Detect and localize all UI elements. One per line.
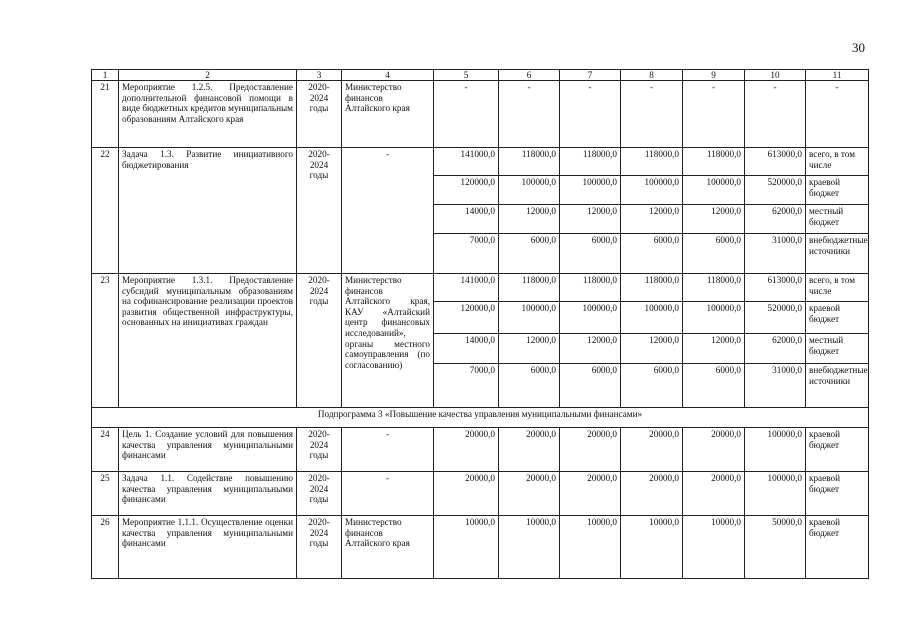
row-number: 21 [92, 81, 119, 148]
value-cell: 100000,0 [745, 472, 806, 516]
value-cell: 10000,0 [434, 516, 499, 579]
value-cell: 100000,0 [621, 176, 683, 205]
row-number: 23 [92, 274, 119, 408]
value-cell: 31000,0 [745, 364, 806, 408]
column-header: 7 [560, 70, 621, 81]
value-cell: - [621, 81, 683, 148]
value-cell: 100000,0 [745, 428, 806, 472]
value-cell: 118000,0 [560, 148, 621, 176]
row-period: 2020-2024 годы [297, 81, 342, 148]
column-header: 2 [119, 70, 297, 81]
table-row [92, 274, 869, 302]
value-cell: 7000,0 [434, 364, 499, 408]
value-cell: 50000,0 [745, 516, 806, 579]
value-cell: 6000,0 [560, 234, 621, 274]
source-cell: внебюджетные источники [806, 364, 869, 408]
value-cell: 118000,0 [683, 148, 745, 176]
column-header: 3 [297, 70, 342, 81]
table-row [92, 472, 869, 516]
row-name: Мероприятие 1.2.5. Предоставление дополнительной финансовой помощи в виде бюджетных кредитов муниципальным образованиям Алтайского края [119, 81, 297, 148]
value-cell: 6000,0 [560, 364, 621, 408]
value-cell: - [499, 81, 560, 148]
row-responsible: - [342, 472, 434, 516]
value-cell: 118000,0 [683, 274, 745, 302]
row-number: 24 [92, 428, 119, 472]
subprogram-row [92, 408, 869, 428]
value-cell: 118000,0 [499, 148, 560, 176]
value-cell: 613000,0 [745, 148, 806, 176]
value-cell: 62000,0 [745, 205, 806, 234]
row-name: Задача 1.3. Развитие инициативного бюджетирования [119, 148, 297, 274]
value-cell: 20000,0 [683, 428, 745, 472]
row-number: 25 [92, 472, 119, 516]
row-responsible: Министерство финансов Алтайского края [342, 516, 434, 579]
value-cell: 12000,0 [560, 205, 621, 234]
value-cell: 100000,0 [560, 176, 621, 205]
value-cell: 6000,0 [499, 364, 560, 408]
value-cell: 14000,0 [434, 205, 499, 234]
column-header: 1 [92, 70, 119, 81]
value-cell: - [560, 81, 621, 148]
source-cell: краевой бюджет [806, 428, 869, 472]
row-responsible: - [342, 428, 434, 472]
budget-table [91, 69, 869, 579]
value-cell: 118000,0 [499, 274, 560, 302]
value-cell: 100000,0 [499, 176, 560, 205]
column-header: 8 [621, 70, 683, 81]
table-row [92, 81, 869, 148]
value-cell: 10000,0 [621, 516, 683, 579]
value-cell: 12000,0 [683, 334, 745, 364]
column-header: 11 [806, 70, 869, 81]
value-cell: 120000,0 [434, 176, 499, 205]
value-cell: 141000,0 [434, 148, 499, 176]
value-cell: 62000,0 [745, 334, 806, 364]
value-cell: 31000,0 [745, 234, 806, 274]
row-name: Цель 1. Создание условий для повышения качества управления муниципальными финансами [119, 428, 297, 472]
value-cell: 100000,0 [499, 302, 560, 334]
value-cell: 6000,0 [683, 234, 745, 274]
column-header: 5 [434, 70, 499, 81]
value-cell: 118000,0 [560, 274, 621, 302]
row-name: Задача 1.1. Содействие повышению качества управления муниципальными финансами [119, 472, 297, 516]
value-cell: 6000,0 [499, 234, 560, 274]
row-number: 22 [92, 148, 119, 274]
value-cell: 118000,0 [621, 148, 683, 176]
column-header: 4 [342, 70, 434, 81]
row-period: 2020-2024 годы [297, 148, 342, 274]
value-cell: 12000,0 [683, 205, 745, 234]
source-cell: краевой бюджет [806, 516, 869, 579]
value-cell: - [683, 81, 745, 148]
table-row [92, 428, 869, 472]
row-period: 2020-2024 годы [297, 516, 342, 579]
value-cell: 20000,0 [434, 472, 499, 516]
value-cell: 20000,0 [499, 472, 560, 516]
column-header: 6 [499, 70, 560, 81]
value-cell: 10000,0 [499, 516, 560, 579]
value-cell: 12000,0 [560, 334, 621, 364]
row-responsible: - [342, 148, 434, 274]
page-number: 30 [852, 40, 865, 55]
value-cell: 100000,0 [560, 302, 621, 334]
value-cell: 120000,0 [434, 302, 499, 334]
source-cell: всего, в том числе [806, 274, 869, 302]
value-cell: 20000,0 [434, 428, 499, 472]
row-period: 2020-2024 годы [297, 274, 342, 408]
source-cell: местный бюджет [806, 334, 869, 364]
value-cell: 100000,0 [621, 302, 683, 334]
value-cell: - [434, 81, 499, 148]
value-cell: 100000,0 [683, 176, 745, 205]
value-cell: 118000,0 [621, 274, 683, 302]
value-cell: 12000,0 [621, 205, 683, 234]
column-header: 10 [745, 70, 806, 81]
value-cell: - [745, 81, 806, 148]
source-cell: краевой бюджет [806, 302, 869, 334]
source-cell: краевой бюджет [806, 472, 869, 516]
value-cell: 520000,0 [745, 176, 806, 205]
value-cell: 10000,0 [560, 516, 621, 579]
value-cell: 20000,0 [621, 472, 683, 516]
value-cell: 6000,0 [621, 234, 683, 274]
row-name: Мероприятие 1.1.1. Осуществление оценки качества управления муниципальными финансами [119, 516, 297, 579]
column-header: 9 [683, 70, 745, 81]
value-cell: 20000,0 [621, 428, 683, 472]
source-cell: краевой бюджет [806, 176, 869, 205]
subprogram-title: Подпрограмма 3 «Повышение качества управления муниципальными финансами» [92, 408, 869, 428]
value-cell: 520000,0 [745, 302, 806, 334]
row-name: Мероприятие 1.3.1. Предоставление субсидий муниципальным образованиям на софинансирование реализации проектов развития общественной инфраструктуры, основанных на инициативах граждан [119, 274, 297, 408]
value-cell: 20000,0 [560, 428, 621, 472]
value-cell: 20000,0 [560, 472, 621, 516]
value-cell: 100000,0 [683, 302, 745, 334]
value-cell: 10000,0 [683, 516, 745, 579]
value-cell: 20000,0 [499, 428, 560, 472]
source-cell: местный бюджет [806, 205, 869, 234]
value-cell: 12000,0 [621, 334, 683, 364]
row-number: 26 [92, 516, 119, 579]
value-cell: - [806, 81, 869, 148]
value-cell: 14000,0 [434, 334, 499, 364]
row-period: 2020-2024 годы [297, 428, 342, 472]
table-row [92, 516, 869, 579]
value-cell: 12000,0 [499, 334, 560, 364]
table-row [92, 148, 869, 176]
row-responsible: Министерство финансов Алтайского края, КАУ «Алтайский центр финансовых исследований», органы местного самоуправления (по согласованию) [342, 274, 434, 408]
value-cell: 6000,0 [683, 364, 745, 408]
value-cell: 7000,0 [434, 234, 499, 274]
source-cell: внебюджетные источники [806, 234, 869, 274]
source-cell: всего, в том числе [806, 148, 869, 176]
value-cell: 12000,0 [499, 205, 560, 234]
value-cell: 20000,0 [683, 472, 745, 516]
value-cell: 613000,0 [745, 274, 806, 302]
row-period: 2020-2024 годы [297, 472, 342, 516]
value-cell: 6000,0 [621, 364, 683, 408]
row-responsible: Министерство финансов Алтайского края [342, 81, 434, 148]
value-cell: 141000,0 [434, 274, 499, 302]
column-header-row [92, 70, 869, 81]
